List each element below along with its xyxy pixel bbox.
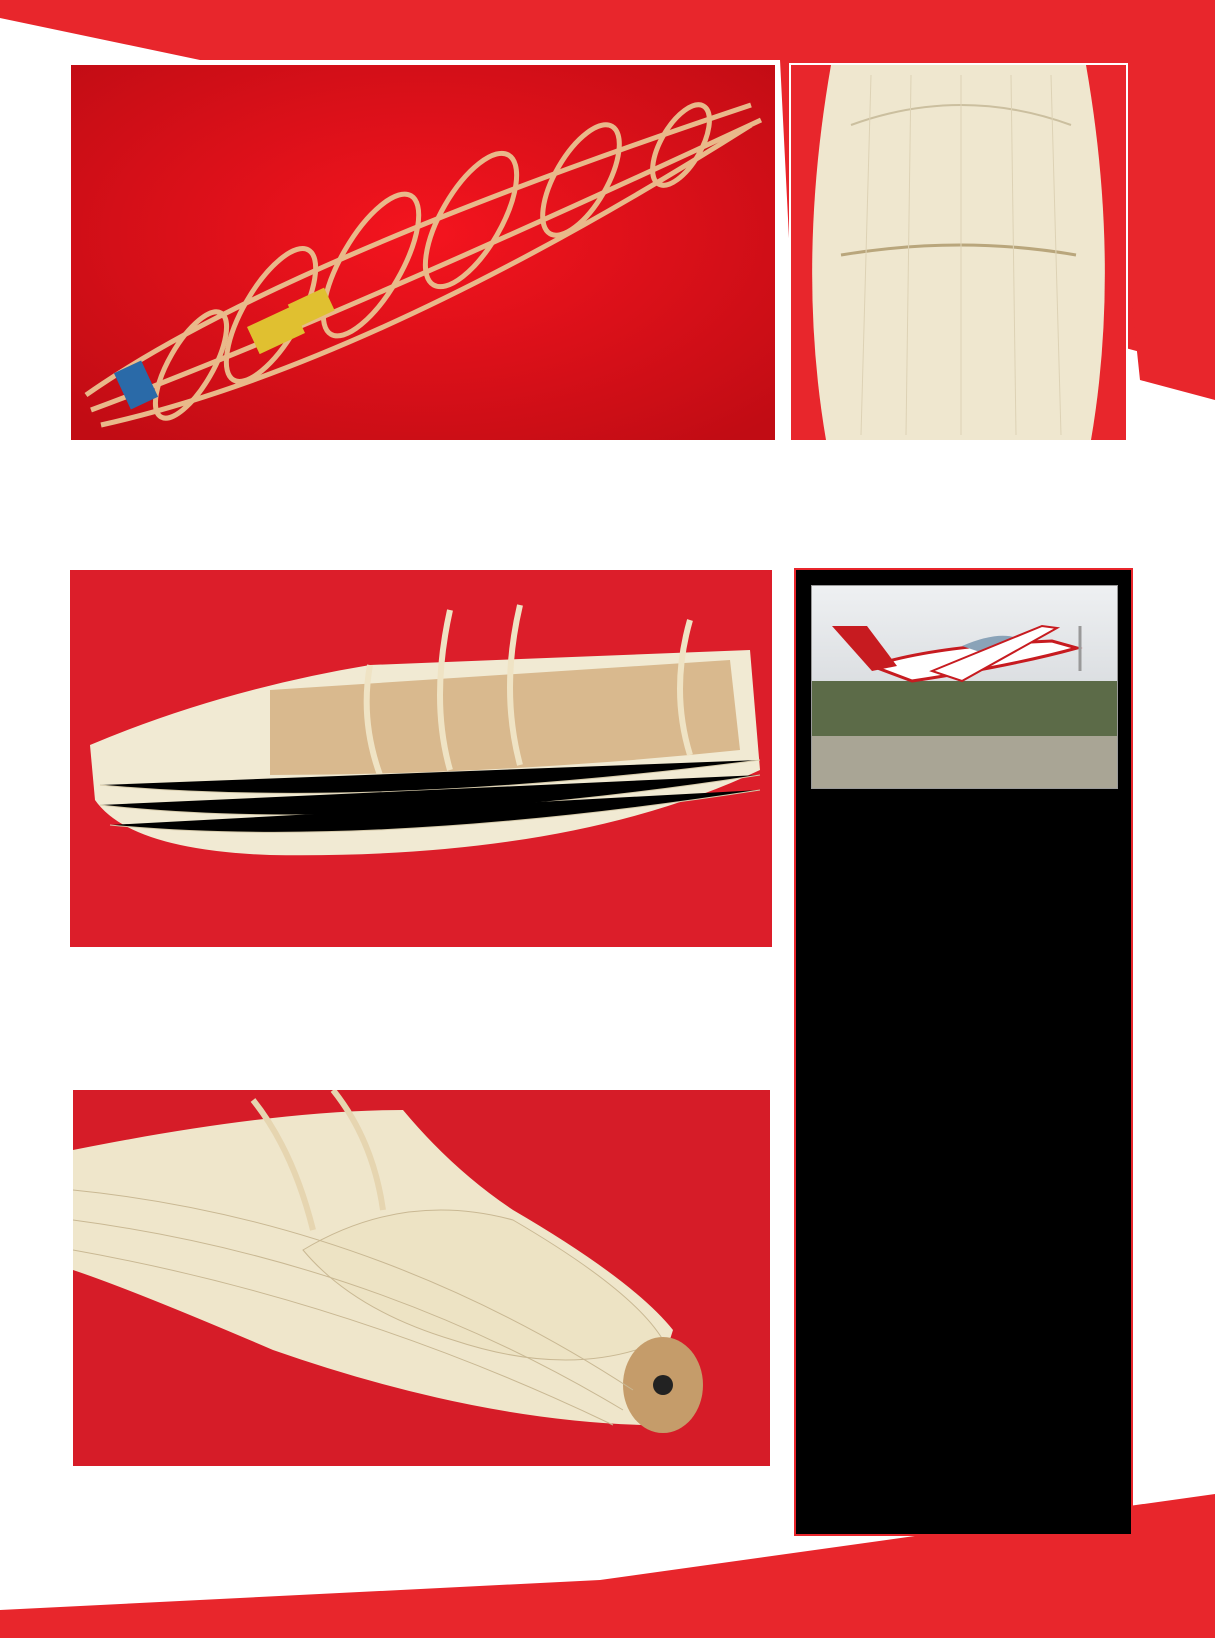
page-folio [74,1588,82,1609]
specifications-box [794,568,1133,1536]
planking-closeup-photo [789,63,1128,442]
lancair-photo [811,585,1118,789]
framework-photo [69,63,777,442]
nose-planking-photo [71,1088,772,1468]
planked-fuselage-photo [68,568,774,949]
